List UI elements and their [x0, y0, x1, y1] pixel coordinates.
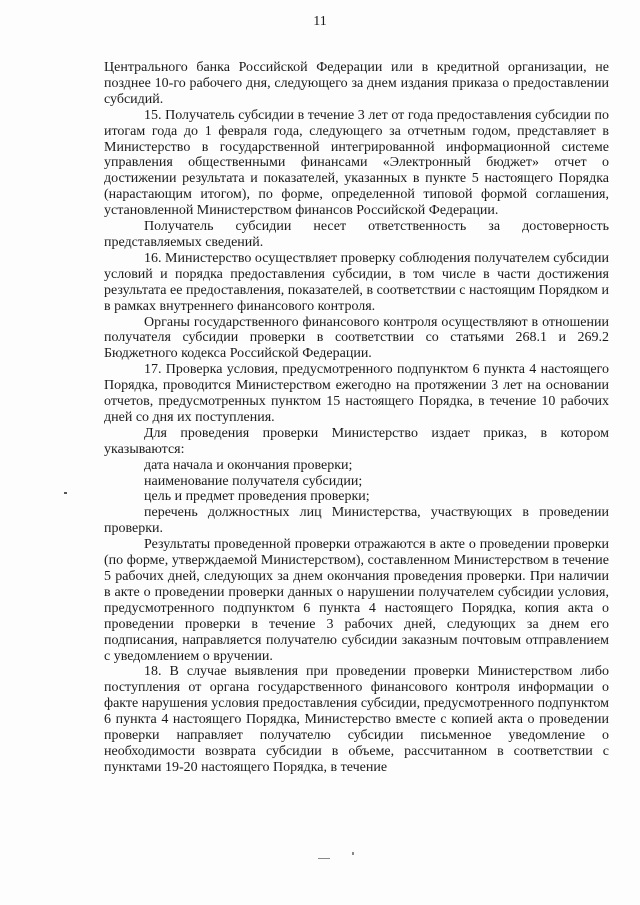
- paragraph-continuation: Центрального банка Российской Федерации или в кредитной организации, не позднее 10-го рабочего дня, следующего за днем издания приказа о предоставлении субсидий.: [104, 60, 609, 107]
- list-item: перечень должностных лиц Министерства, участвующих в проведении проверки.: [104, 505, 609, 537]
- paragraph-15: 15. Получатель субсидии в течение 3 лет от года предоставления субсидии по итогам года до 1 февраля года, следующего за отчетным годом, представляет в Министерство в государственной интегрированной информационной системе управления общественными финансами «Электронный бюджет» отчет о достижении результата и показателей, указанных в пункте 5 настоящего Порядка (нарастающим итогом), по форме, определенной типовой формой соглашения, установленной Министерством финансов Российской Федерации.: [104, 107, 609, 219]
- paragraph-results: Результаты проведенной проверки отражаются в акте о проведении проверки (по форме, утверждаемой Министерством), составленном Министерством в течение 5 рабочих дней, следующих за днем окончания проведения проверки. При наличии в акте о проведении проверки данных о нарушении получателем субсидии условия, предусмотренного подпунктом 6 пункта 4 настоящего Порядка, копия акта о проведении проверки в течение 3 рабочих дней, следующих за днем его подписания, направляется получателю субсидии заказным почтовым отправлением с уведомлением о вручении.: [104, 537, 609, 664]
- paragraph-17: 17. Проверка условия, предусмотренного подпунктом 6 пункта 4 настоящего Порядка, проводится Министерством ежегодно на протяжении 3 лет на основании отчетов, предусмотренных пунктом 15 настоящего Порядка, в течение 10 рабочих дней со дня их поступления.: [104, 362, 609, 425]
- paragraph-order-intro: Для проведения проверки Министерство издает приказ, в котором указываются:: [104, 425, 609, 457]
- scan-mark: [352, 852, 354, 855]
- paragraph-responsibility: Получатель субсидии несет ответственность за достоверность представляемых сведений.: [104, 219, 609, 250]
- paragraph-state-control: Органы государственного финансового контроля осуществляют в отношении получателя субсидии проверки в соответствии со статьями 268.1 и 269.2 Бюджетного кодекса Российской Федерации.: [104, 314, 609, 362]
- page-number: 11: [313, 14, 327, 29]
- list-item: дата начала и окончания проверки;: [144, 457, 353, 473]
- paragraph-16: 16. Министерство осуществляет проверку соблюдения получателем субсидии условий и порядка предоставления субсидии, в том числе в части достижения результата ее предоставления, показателей, в соответствии с настоящим Порядком и в рамках внутреннего финансового контроля.: [104, 250, 609, 314]
- list-item: цель и предмет проведения проверки;: [144, 489, 370, 505]
- scan-mark: [318, 858, 330, 859]
- scan-mark: [64, 492, 67, 494]
- paragraph-18: 18. В случае выявления при проведении проверки Министерством либо поступления от органа государственного финансового контроля информации о факте нарушения условия предоставления субсидии, предусмотренного подпунктом 6 пункта 4 настоящего Порядка, Министерство вместе с копией акта о проведении проверки направляет получателю субсидии письменное уведомление о необходимости возврата субсидии в объеме, рассчитанном в соответствии с пунктами 19-20 настоящего Порядка, в течение: [104, 664, 609, 775]
- document-body: [104, 60, 609, 776]
- list-item: наименование получателя субсидии;: [144, 473, 363, 489]
